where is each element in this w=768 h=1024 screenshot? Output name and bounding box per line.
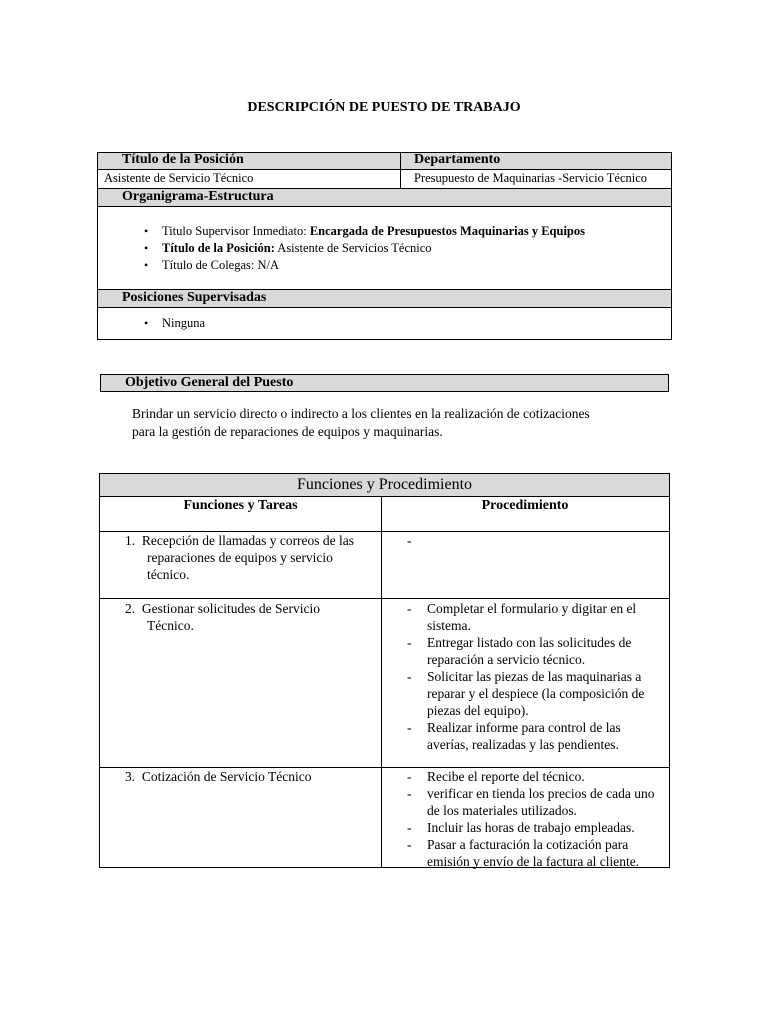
department-value: Presupuesto de Maquinarias -Servicio Técnico xyxy=(414,171,648,185)
col-procedure: Procedimiento xyxy=(481,498,569,513)
procedure-item: - Incluir las horas de trabajo empleadas. xyxy=(407,819,662,836)
functions-table xyxy=(99,473,670,868)
org-list xyxy=(142,223,662,274)
org-item-colleagues: • Título de Colegas: N/A xyxy=(142,257,662,274)
objective-line-2: para la gestión de reparaciones de equipos y maquinarias. xyxy=(132,424,443,439)
position-title-header: Título de la Posición xyxy=(122,152,244,167)
col-functions-tasks: Funciones y Tareas xyxy=(183,498,298,513)
functions-header: Funciones y Procedimiento xyxy=(100,474,669,496)
supervised-item: • Ninguna xyxy=(142,315,442,332)
procedure-cell: - xyxy=(407,533,412,548)
org-structure-header: Organigrama-Estructura xyxy=(122,189,274,204)
table-row: 1. Recepción de llamadas y correos de las reparaciones de equipos y servicio técnico. xyxy=(125,533,355,582)
objective-line-1: Brindar un servicio directo o indirecto a los clientes en la realización de cotizaciones xyxy=(132,406,590,421)
table-row: 3. Cotización de Servicio Técnico xyxy=(125,769,312,784)
department-header: Departamento xyxy=(414,152,501,167)
procedure-item: - Recibe el reporte del técnico. xyxy=(407,768,662,785)
procedure-item: - Realizar informe para control de las averías, realizadas y las pendientes. xyxy=(407,719,662,753)
org-item-supervisor: • Titulo Supervisor Inmediato: Encargada de Presupuestos Maquinarias y Equipos xyxy=(142,223,662,240)
supervised-positions-header: Posiciones Supervisadas xyxy=(122,290,267,305)
org-item-position: • Título de la Posición: Asistente de Servicios Técnico xyxy=(142,240,662,257)
objective-header: Objetivo General del Puesto xyxy=(100,374,669,392)
table-row: 2. Gestionar solicitudes de Servicio Técnico. xyxy=(125,601,320,633)
procedure-item: - Completar el formulario y digitar en el sistema. xyxy=(407,600,662,634)
procedure-item: - Pasar a facturación la cotización para emisión y envío de la factura al cliente. xyxy=(407,836,662,870)
procedure-item: - Solicitar las piezas de las maquinarias a reparar y el despiece (la composición de piezas del equipo). xyxy=(407,668,662,719)
position-table xyxy=(97,152,672,340)
position-title-value: Asistente de Servicio Técnico xyxy=(104,171,254,185)
objective-text xyxy=(132,405,652,441)
procedure-cell xyxy=(407,600,662,753)
document-title: DESCRIPCIÓN DE PUESTO DE TRABAJO xyxy=(247,100,521,115)
procedure-item: - Entregar listado con las solicitudes de reparación a servicio técnico. xyxy=(407,634,662,668)
procedure-cell xyxy=(407,768,662,870)
procedure-item: - verificar en tienda los precios de cada uno de los materiales utilizados. xyxy=(407,785,662,819)
supervised-list xyxy=(142,315,442,332)
